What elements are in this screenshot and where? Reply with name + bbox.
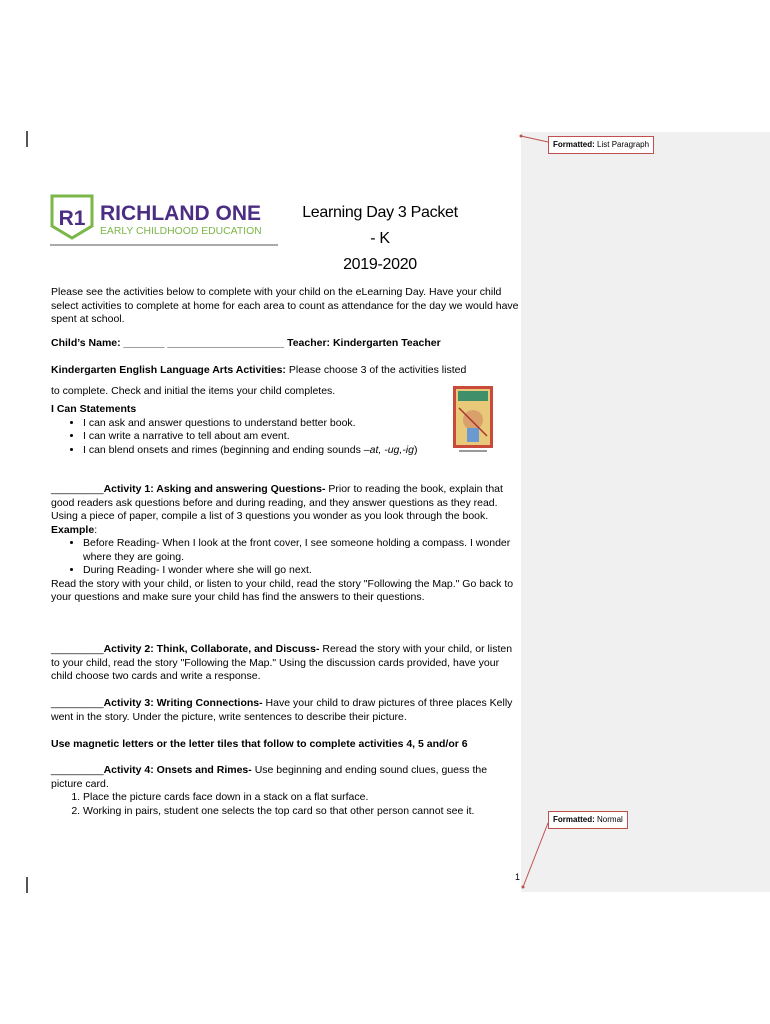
teacher-name: Teacher: Kindergarten Teacher	[287, 337, 441, 349]
activity-2-blank[interactable]: _________	[51, 643, 104, 655]
activity-3-blank[interactable]: _________	[51, 697, 104, 709]
book-cover-image	[453, 386, 493, 454]
logo-brand: RICHLAND ONE	[100, 202, 261, 225]
activity-1: _________Activity 1: Asking and answering Questions- Prior to reading the book, explain that good readers ask questions before and during reading, and they answer questions as they read. Using a piece of paper, compile a list of 3 questions you wonder as you look through the book. Example: • Before Reading- When I look at the front cover, I see someone holding a compass. I wonder where they are going. • During Reading- I wonder where she will go next. Read the story with your child, or listen to your child, read the story "Following the Map." Go back to your questions and make sure your child has find the answers to their questions.	[51, 483, 521, 605]
i-can-heading: I Can Statements	[51, 403, 137, 415]
i-can-item: • I can ask and answer questions to understand better book.	[83, 417, 521, 431]
comment-label: Formatted:	[553, 140, 595, 149]
activity-4-step: 1. Place the picture cards face down in a stack on a flat surface.	[83, 791, 521, 805]
logo-subtitle: EARLY CHILDHOOD EDUCATION	[100, 226, 262, 237]
ela-heading: Kindergarten English Language Arts Activities:	[51, 364, 286, 376]
ela-section	[51, 364, 521, 398]
activity-4	[51, 764, 521, 818]
i-can-item: • I can write a narrative to tell about am event.	[83, 430, 521, 444]
title-line-1: Learning Day 3 Packet - K	[302, 204, 458, 247]
activity-1-blank[interactable]: _________	[51, 483, 104, 495]
title-block	[300, 200, 460, 278]
example-label: Example	[51, 523, 95, 536]
comment-formatted-list-paragraph[interactable]	[548, 136, 654, 154]
activity-4-text: Use beginning and ending sound clues, guess the picture card.	[51, 764, 488, 790]
i-can-section	[51, 403, 521, 457]
ela-instruction-1: Please choose 3 of the activities listed	[288, 364, 467, 376]
activity-1-after: Read the story with your child, or listen to your child, read the story "Following the Map." Go back to your questions and make sure your child has find the answers to their questions.	[51, 577, 514, 603]
activity-3-text: Have your child to draw pictures of three places Kelly went in the story. Under the picture, write sentences to describe their picture.	[51, 697, 513, 723]
title-line-2: 2019-2020	[343, 256, 417, 273]
example-item: • Before Reading- When I look at the front cover, I see someone holding a compass. I wonder where they are going.	[83, 537, 521, 564]
ela-instruction-2: to complete. Check and initial the items your child completes.	[51, 384, 336, 397]
activity-4-title: Activity 4: Onsets and Rimes-	[103, 764, 252, 776]
comment-formatted-normal[interactable]	[548, 811, 628, 829]
comment-value: List Paragraph	[597, 140, 650, 149]
example-item: • During Reading- I wonder where she will go next.	[83, 564, 521, 578]
intro-paragraph: Please see the activities below to complete with your child on the eLearning Day. Have your child select activities to complete at home for each area to count as attendance for the day we would have spent at school.	[51, 286, 519, 325]
activity-3-title: Activity 3: Writing Connections-	[103, 697, 263, 709]
comment-value: Normal	[597, 815, 623, 824]
activity-3	[51, 697, 521, 724]
activity-4-step: 2. Working in pairs, student one selects the top card so that other person cannot see it.	[83, 805, 521, 819]
activity-2-text: Reread the story with your child, or listen to your child, read the story "Following the Map." Using the discussion cards provided, have your child choose two cards and write a response.	[51, 643, 513, 682]
child-name-field: Child’s Name: _______ ____________________	[51, 337, 285, 349]
richland-one-logo	[50, 194, 278, 248]
page-number: 1	[515, 872, 521, 882]
activity-1-text: Prior to reading the book, explain that good readers ask questions before and during reading, and they answer questions as they read. Using a piece of paper, compile a list of 3 questions you wonder as you look through the book.	[51, 483, 503, 522]
comment-label: Formatted:	[553, 815, 595, 824]
activity-4-blank[interactable]: _________	[51, 764, 104, 776]
magnetic-letters-note: Use magnetic letters or the letter tiles that follow to complete activities 4, 5 and/or 6	[51, 738, 468, 750]
i-can-item: • I can blend onsets and rimes (beginning and ending sounds –at, -ug,-ig)	[83, 444, 521, 458]
logo-mark: R1	[58, 207, 86, 230]
names-line	[51, 337, 521, 351]
activity-2-title: Activity 2: Think, Collaborate, and Discuss-	[103, 643, 320, 655]
activity-1-title: Activity 1: Asking and answering Questions-	[103, 483, 326, 495]
activity-2	[51, 643, 521, 684]
